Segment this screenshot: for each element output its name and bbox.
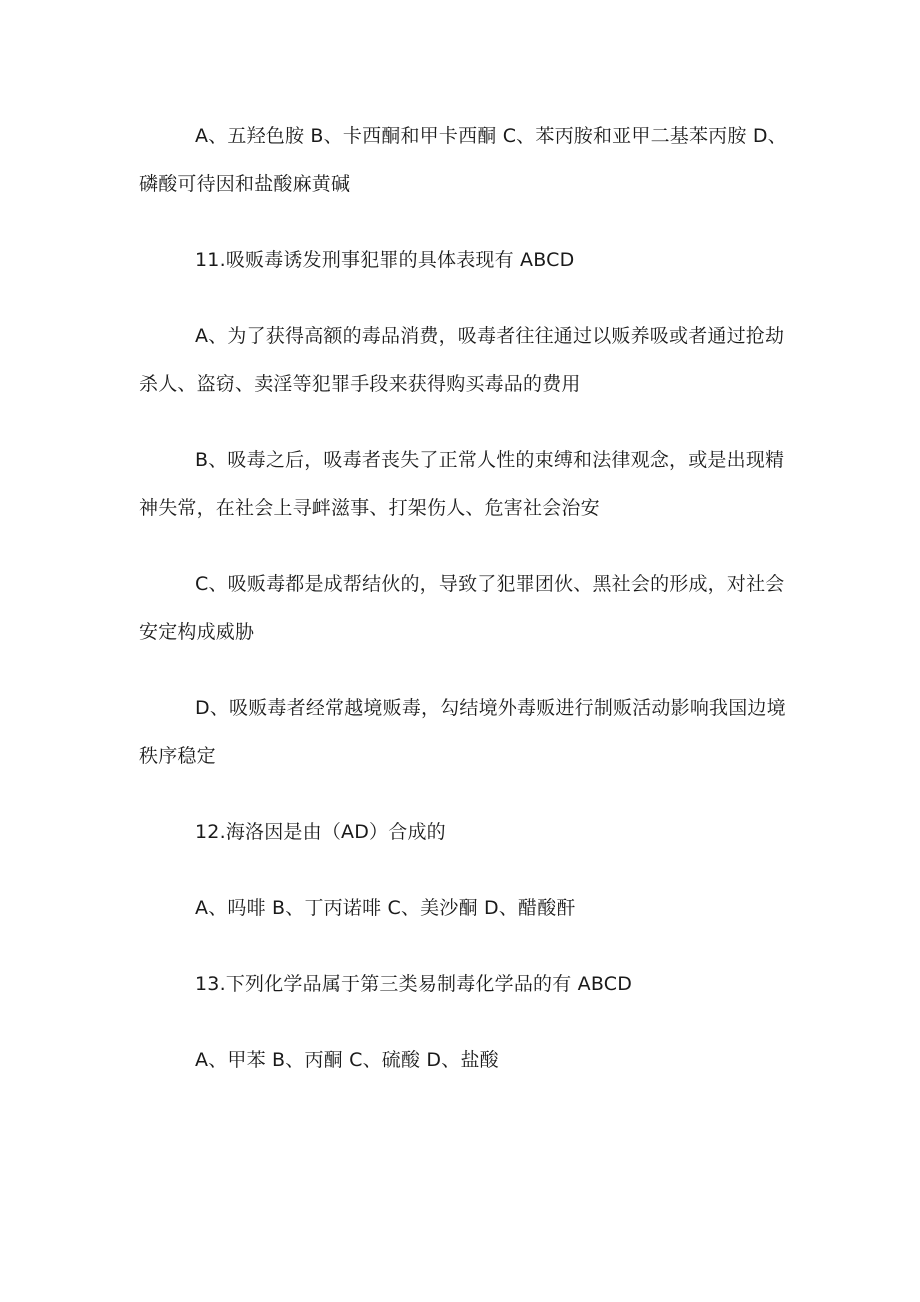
question-12: 12.海洛因是由（AD）合成的 (195, 821, 446, 843)
q11-option-c: C、吸贩毒都是成帮结伙的，导致了犯罪团伙、黑社会的形成，对社会安定构成威胁 (139, 573, 785, 643)
answer-options-q10: A、五羟色胺 B、卡西酮和甲卡西酮 C、苯丙胺和亚甲二基苯丙胺 D、磷酸可待因和盐酸麻黄碱 (139, 125, 787, 195)
answer-options-q13: A、甲苯 B、丙酮 C、硫酸 D、盐酸 (195, 1049, 499, 1071)
question-11: 11.吸贩毒诱发刑事犯罪的具体表现有 ABCD (195, 249, 575, 271)
q11-option-a: A、为了获得高额的毒品消费，吸毒者往往通过以贩养吸或者通过抢劫杀人、盗窃、卖淫等犯罪手段来获得购买毒品的费用 (139, 325, 785, 395)
question-13: 13.下列化学品属于第三类易制毒化学品的有 ABCD (195, 973, 633, 995)
answer-options-q12: A、吗啡 B、丁丙诺啡 C、美沙酮 D、醋酸酐 (195, 897, 576, 919)
q11-option-d: D、吸贩毒者经常越境贩毒，勾结境外毒贩进行制贩活动影响我国边境秩序稳定 (139, 697, 786, 767)
q11-option-b: B、吸毒之后，吸毒者丧失了正常人性的束缚和法律观念，或是出现精神失常，在社会上寻衅滋事、打架伤人、危害社会治安 (139, 449, 785, 519)
